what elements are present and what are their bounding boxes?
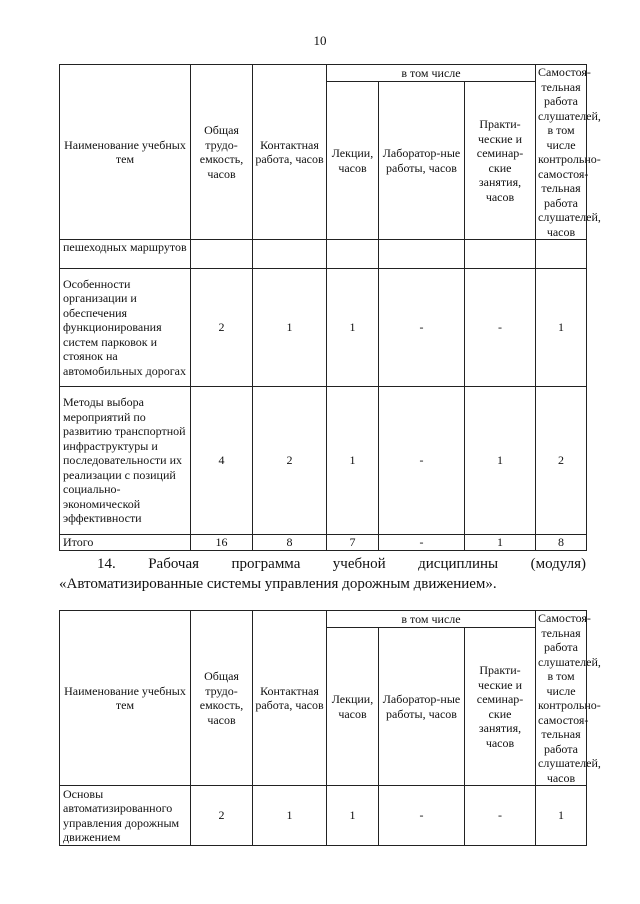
table-row bbox=[60, 387, 587, 535]
practical-hours: - bbox=[465, 786, 536, 846]
topic-name: Основы автоматизированного управления дорожным движением bbox=[60, 786, 191, 846]
lab-hours bbox=[379, 240, 465, 269]
total-label: Итого bbox=[60, 535, 191, 551]
header-practical: Практи-ческие и семинар-ские занятия, часов bbox=[465, 82, 536, 240]
total-hours: 4 bbox=[191, 387, 253, 535]
page-number: 10 bbox=[313, 33, 327, 48]
header-lab-work: Лаборатор-ные работы, часов bbox=[379, 82, 465, 240]
lecture-hours: 1 bbox=[327, 786, 379, 846]
lab-hours: - bbox=[379, 387, 465, 535]
total-hours: 2 bbox=[191, 269, 253, 387]
practical-hours: - bbox=[465, 269, 536, 387]
lecture-hours: 1 bbox=[327, 387, 379, 535]
contact-hours: 1 bbox=[253, 269, 327, 387]
lab-hours: - bbox=[379, 786, 465, 846]
header-topic-name: Наименование учебных тем bbox=[60, 65, 191, 240]
self-work-hours: 2 bbox=[536, 387, 587, 535]
header-total-hours: Общая трудо-емкость, часов bbox=[191, 611, 253, 786]
contact-hours: 1 bbox=[253, 786, 327, 846]
total-hours: 2 bbox=[191, 786, 253, 846]
lab-hours: - bbox=[379, 269, 465, 387]
table-row bbox=[60, 240, 587, 269]
table-total-row bbox=[60, 535, 587, 551]
practical-hours: 1 bbox=[465, 387, 536, 535]
section-heading-paragraph: 14. Рабочая программа учебной дисциплины (модуля) «Автоматизированные системы управления дорожным движением». bbox=[59, 556, 586, 592]
total-hours: 16 bbox=[191, 535, 253, 551]
header-topic-name: Наименование учебных тем bbox=[60, 611, 191, 786]
self-work-hours: 8 bbox=[536, 535, 587, 551]
self-work-hours: 1 bbox=[536, 269, 587, 387]
contact-hours: 8 bbox=[253, 535, 327, 551]
table-study-topics-2 bbox=[59, 610, 601, 846]
header-lectures: Лекции, часов bbox=[327, 82, 379, 240]
lecture-hours: 7 bbox=[327, 535, 379, 551]
header-lectures: Лекции, часов bbox=[327, 628, 379, 786]
table-row bbox=[60, 786, 587, 846]
header-contact-hours: Контактная работа, часов bbox=[253, 611, 327, 786]
total-hours bbox=[191, 240, 253, 269]
header-practical: Практи-ческие и семинар-ские занятия, часов bbox=[465, 628, 536, 786]
practical-hours: 1 bbox=[465, 535, 536, 551]
lab-hours: - bbox=[379, 535, 465, 551]
header-self-work: Самостоя-тельная работа слушателей, в том числе контрольно-самостоя-тельная работа слушателей, часов bbox=[536, 611, 587, 786]
header-self-work: Самостоя-тельная работа слушателей, в том числе контрольно-самостоя-тельная работа слушателей, часов bbox=[536, 65, 587, 240]
header-lab-work: Лаборатор-ные работы, часов bbox=[379, 628, 465, 786]
contact-hours bbox=[253, 240, 327, 269]
topic-name: пешеходных маршрутов bbox=[60, 240, 191, 269]
header-total-hours: Общая трудо-емкость, часов bbox=[191, 65, 253, 240]
practical-hours bbox=[465, 240, 536, 269]
lecture-hours bbox=[327, 240, 379, 269]
contact-hours: 2 bbox=[253, 387, 327, 535]
header-including: в том числе bbox=[327, 65, 536, 82]
lecture-hours: 1 bbox=[327, 269, 379, 387]
table-row bbox=[60, 269, 587, 387]
topic-name: Особенности организации и обеспечения функционирования систем парковок и стоянок на автомобильных дорогах bbox=[60, 269, 191, 387]
self-work-hours bbox=[536, 240, 587, 269]
header-contact-hours: Контактная работа, часов bbox=[253, 65, 327, 240]
self-work-hours: 1 bbox=[536, 786, 587, 846]
topic-name: Методы выбора мероприятий по развитию транспортной инфраструктуры и последовательности их реализации с позиций социально-экономической эффективности bbox=[60, 387, 191, 535]
header-including: в том числе bbox=[327, 611, 536, 628]
table-study-topics-1 bbox=[59, 64, 601, 551]
